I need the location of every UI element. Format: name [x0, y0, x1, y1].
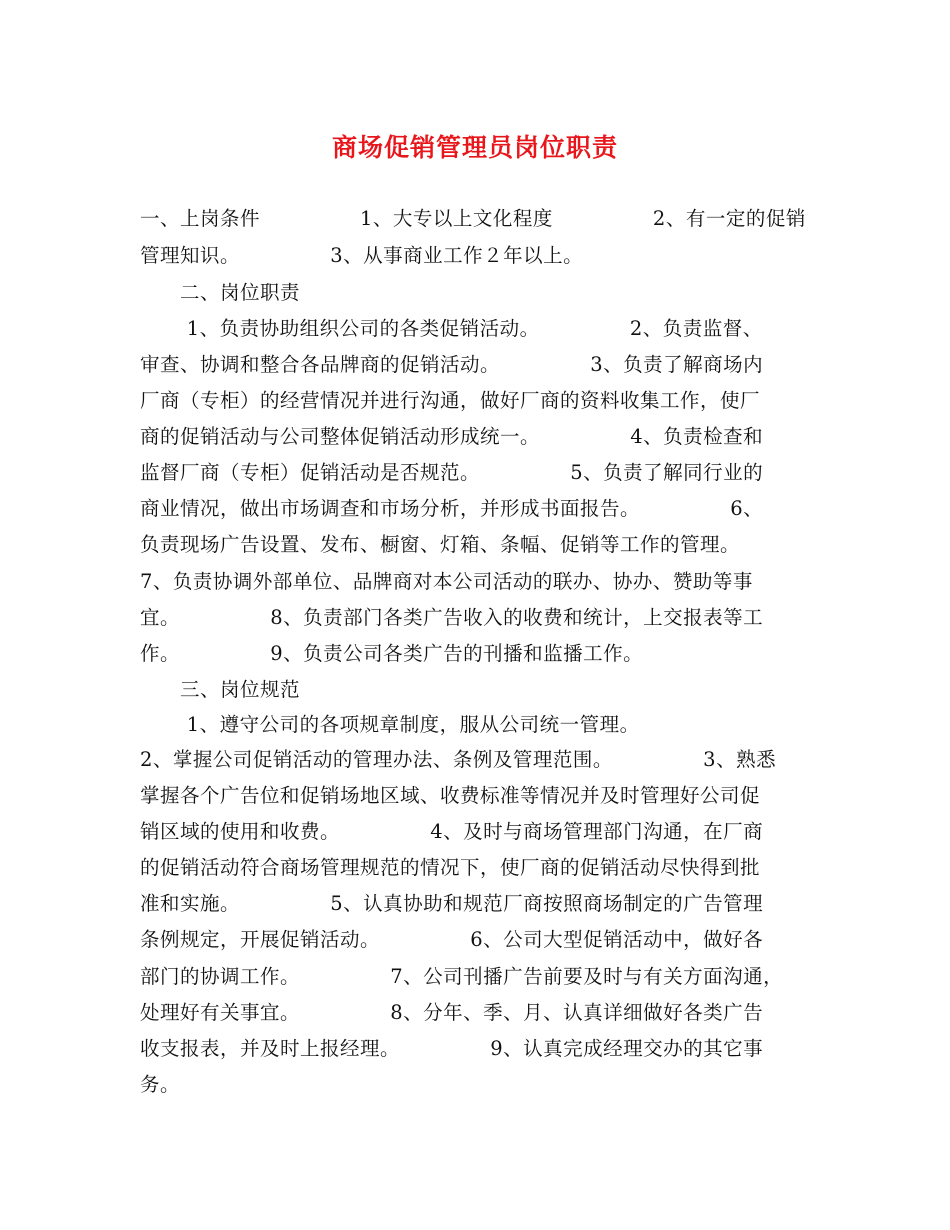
text-line: 管理知识。 3、从事商业工作２年以上。: [140, 244, 584, 267]
text-line: 收支报表，并及时上报经理。 9、认真完成经理交办的其它事: [140, 1037, 764, 1060]
document-title: 商场促销管理员岗位职责: [331, 133, 618, 162]
text-line: 审查、协调和整合各品牌商的促销活动。 3、负责了解商场内: [140, 353, 764, 376]
text-line: 掌握各个广告位和促销场地区域、收费标准等情况并及时管理好公司促: [140, 784, 761, 807]
text-line: 2、掌握公司促销活动的管理办法、条例及管理范围。 3、熟悉: [140, 748, 777, 771]
text-line: 负责现场广告设置、发布、橱窗、灯箱、条幅、促销等工作的管理。: [140, 533, 741, 556]
text-line: 作。 9、负责公司各类广告的刊播和监播工作。: [140, 642, 644, 665]
text-line: 准和实施。 5、认真协助和规范厂商按照商场制定的广告管理: [140, 892, 764, 915]
text-line: 7、负责协调外部单位、品牌商对本公司活动的联办、协办、赞助等事: [140, 570, 753, 593]
section-heading: 二、岗位职责: [140, 281, 301, 304]
text-line: 条例规定，开展促销活动。 6、公司大型促销活动中，做好各: [140, 928, 764, 951]
text-line: 商业情况，做出市场调查和市场分析，并形成书面报告。 6、: [140, 497, 764, 520]
section-heading: 三、岗位规范: [140, 678, 301, 701]
text-line: 商的促销活动与公司整体促销活动形成统一。 4、负责检查和: [140, 425, 764, 448]
text-line: 1、遵守公司的各项规章制度，服从公司统一管理。: [140, 713, 640, 736]
text-line: 监督厂商（专柜）促销活动是否规范。 5、负责了解同行业的: [140, 461, 764, 484]
text-line: 一、上岗条件 1、大专以上文化程度 2、有一定的促销: [140, 207, 806, 230]
text-line: 销区域的使用和收费。 4、及时与商场管理部门沟通，在厂商: [140, 820, 764, 843]
text-line: 务。: [140, 1073, 181, 1096]
text-line: 部门的协调工作。 7、公司刊播广告前要及时与有关方面沟通，: [140, 965, 784, 988]
text-line: 1、负责协助组织公司的各类促销活动。 2、负责监督、: [140, 317, 763, 340]
text-line: 处理好有关事宜。 8、分年、季、月、认真详细做好各类广告: [140, 1001, 764, 1024]
text-line: 的促销活动符合商场管理规范的情况下，使厂商的促销活动尽快得到批: [140, 856, 761, 879]
text-line: 厂商（专柜）的经营情况并进行沟通，做好厂商的资料收集工作，使厂: [140, 389, 761, 412]
text-line: 宜。 8、负责部门各类广告收入的收费和统计，上交报表等工: [140, 606, 764, 629]
